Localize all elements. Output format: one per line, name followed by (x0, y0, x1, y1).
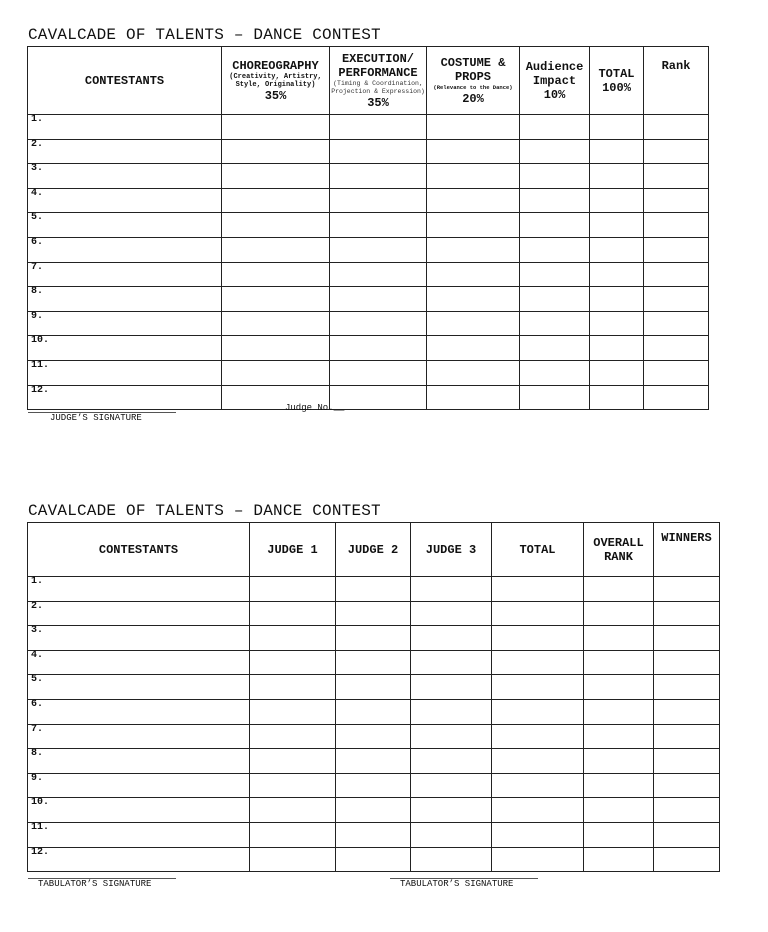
score-cell[interactable] (654, 577, 720, 602)
score-cell[interactable] (590, 115, 644, 140)
table-row (28, 164, 709, 189)
score-cell[interactable] (584, 699, 654, 724)
table-row (28, 724, 720, 749)
contestant-cell[interactable]: 9. (28, 773, 250, 798)
contestant-cell[interactable]: 7. (28, 724, 250, 749)
score-cell[interactable] (222, 262, 330, 287)
score-cell[interactable] (654, 626, 720, 651)
score-cell[interactable] (411, 699, 492, 724)
tabulator-signature-label-left: TABULATOR’S SIGNATURE (38, 879, 152, 889)
score-cell[interactable] (492, 773, 584, 798)
header-judge-1: JUDGE 1 (250, 523, 336, 577)
score-cell[interactable] (427, 287, 520, 312)
header-total: TOTAL (492, 523, 584, 577)
score-cell[interactable] (336, 577, 411, 602)
audience-percent: 10% (543, 87, 566, 102)
contestant-cell[interactable]: 11. (28, 822, 250, 847)
score-cell[interactable] (644, 213, 709, 238)
table-row (28, 822, 720, 847)
score-cell[interactable] (492, 798, 584, 823)
score-cell[interactable] (250, 822, 336, 847)
score-cell[interactable] (644, 336, 709, 361)
score-cell[interactable] (590, 385, 644, 410)
score-cell[interactable] (222, 115, 330, 140)
score-cell[interactable] (330, 139, 427, 164)
score-cell[interactable] (222, 213, 330, 238)
score-cell[interactable] (520, 139, 590, 164)
score-cell[interactable] (590, 213, 644, 238)
table-row (28, 336, 709, 361)
score-cell[interactable] (411, 749, 492, 774)
score-cell[interactable] (590, 360, 644, 385)
table-row (28, 699, 720, 724)
score-cell[interactable] (427, 164, 520, 189)
score-cell[interactable] (584, 650, 654, 675)
score-cell[interactable] (644, 385, 709, 410)
contestant-cell[interactable]: 8. (28, 749, 250, 774)
score-cell[interactable] (336, 749, 411, 774)
score-cell[interactable] (492, 577, 584, 602)
score-cell[interactable] (492, 650, 584, 675)
score-cell[interactable] (590, 164, 644, 189)
score-cell[interactable] (411, 773, 492, 798)
score-cell[interactable] (644, 287, 709, 312)
table-row (28, 360, 709, 385)
score-cell[interactable] (584, 601, 654, 626)
contestant-cell[interactable]: 4. (28, 650, 250, 675)
score-cell[interactable] (654, 822, 720, 847)
score-cell[interactable] (584, 724, 654, 749)
tabulation-table (27, 522, 720, 872)
score-cell[interactable] (654, 699, 720, 724)
score-cell[interactable] (222, 311, 330, 336)
score-cell[interactable] (492, 675, 584, 700)
score-cell[interactable] (590, 139, 644, 164)
score-cell[interactable] (584, 798, 654, 823)
score-cell[interactable] (336, 724, 411, 749)
table-row (28, 626, 720, 651)
costume-label: COSTUME & PROPS (440, 55, 506, 84)
score-cell[interactable] (250, 847, 336, 872)
judge-score-table (27, 46, 709, 410)
score-cell[interactable] (584, 749, 654, 774)
score-cell[interactable] (222, 287, 330, 312)
score-cell[interactable] (584, 675, 654, 700)
header-judge-3: JUDGE 3 (411, 523, 492, 577)
score-cell[interactable] (411, 650, 492, 675)
score-cell[interactable] (330, 311, 427, 336)
score-cell[interactable] (644, 164, 709, 189)
costume-percent: 20% (462, 91, 484, 106)
score-cell[interactable] (336, 798, 411, 823)
score-cell[interactable] (590, 262, 644, 287)
score-cell[interactable] (590, 237, 644, 262)
score-cell[interactable] (520, 336, 590, 361)
execution-criteria: (Timing & Coordination, Projection & Expression) (331, 79, 425, 95)
header-contestants: CONTESTANTS (28, 47, 222, 115)
score-cell[interactable] (644, 237, 709, 262)
score-cell[interactable] (520, 164, 590, 189)
score-cell[interactable] (520, 213, 590, 238)
score-cell[interactable] (250, 626, 336, 651)
contestant-cell[interactable]: 11. (28, 360, 222, 385)
score-cell[interactable] (330, 115, 427, 140)
score-cell[interactable] (520, 262, 590, 287)
table-row (28, 847, 720, 872)
score-cell[interactable] (492, 822, 584, 847)
score-cell[interactable] (250, 650, 336, 675)
score-cell[interactable] (427, 139, 520, 164)
score-cell[interactable] (520, 385, 590, 410)
score-cell[interactable] (654, 675, 720, 700)
contestant-cell[interactable]: 4. (28, 188, 222, 213)
contestant-cell[interactable]: 3. (28, 626, 250, 651)
score-cell[interactable] (520, 188, 590, 213)
table-row (28, 139, 709, 164)
score-cell[interactable] (520, 360, 590, 385)
table-row (28, 798, 720, 823)
contestant-cell[interactable]: 9. (28, 311, 222, 336)
table-row (28, 385, 709, 410)
score-cell[interactable] (222, 360, 330, 385)
score-cell[interactable] (427, 213, 520, 238)
score-cell[interactable] (330, 164, 427, 189)
judge-number-field[interactable]: Judge No.__ (285, 403, 345, 413)
score-cell[interactable] (427, 237, 520, 262)
contestant-cell[interactable]: 12. (28, 385, 222, 410)
execution-percent: 35% (367, 95, 389, 110)
contestant-cell[interactable]: 1. (28, 577, 250, 602)
score-cell[interactable] (336, 601, 411, 626)
header-costume (427, 47, 520, 115)
header-execution (330, 47, 427, 115)
table-row (28, 650, 720, 675)
form2-title: CAVALCADE OF TALENTS – DANCE CONTEST (28, 502, 381, 520)
score-cell[interactable] (644, 139, 709, 164)
score-cell[interactable] (222, 336, 330, 361)
score-cell[interactable] (520, 237, 590, 262)
contestant-cell[interactable]: 2. (28, 601, 250, 626)
score-cell[interactable] (644, 262, 709, 287)
score-cell[interactable] (222, 139, 330, 164)
score-cell[interactable] (330, 237, 427, 262)
score-cell[interactable] (644, 311, 709, 336)
table-row (28, 749, 720, 774)
total-percent: 100% (602, 80, 631, 95)
score-cell[interactable] (222, 188, 330, 213)
score-cell[interactable] (250, 798, 336, 823)
score-cell[interactable] (336, 675, 411, 700)
score-cell[interactable] (411, 577, 492, 602)
score-cell[interactable] (654, 650, 720, 675)
score-cell[interactable] (330, 188, 427, 213)
score-cell[interactable] (336, 699, 411, 724)
table-row (28, 213, 709, 238)
header-total (590, 47, 644, 115)
score-cell[interactable] (330, 360, 427, 385)
score-cell[interactable] (590, 311, 644, 336)
header-contestants: CONTESTANTS (28, 523, 250, 577)
form1-title: CAVALCADE OF TALENTS – DANCE CONTEST (28, 26, 381, 44)
execution-label: EXECUTION/ PERFORMANCE (338, 51, 418, 80)
score-cell[interactable] (336, 650, 411, 675)
total-label: TOTAL (598, 66, 635, 81)
score-cell[interactable] (411, 847, 492, 872)
score-cell[interactable] (411, 626, 492, 651)
score-cell[interactable] (492, 749, 584, 774)
choreography-percent: 35% (264, 88, 287, 103)
score-cell[interactable] (336, 626, 411, 651)
score-cell[interactable] (654, 749, 720, 774)
score-cell[interactable] (520, 115, 590, 140)
score-cell[interactable] (330, 336, 427, 361)
score-cell[interactable] (520, 287, 590, 312)
score-cell[interactable] (427, 262, 520, 287)
score-cell[interactable] (492, 847, 584, 872)
table-row (28, 287, 709, 312)
score-cell[interactable] (492, 626, 584, 651)
score-cell[interactable] (584, 773, 654, 798)
score-cell[interactable] (427, 311, 520, 336)
contestant-cell[interactable]: 3. (28, 164, 222, 189)
score-cell[interactable] (250, 724, 336, 749)
costume-criteria: (Relevance to the Dance) (433, 83, 513, 91)
judge-signature-label: JUDGE’S SIGNATURE (50, 413, 142, 423)
contestant-cell[interactable]: 1. (28, 115, 222, 140)
score-cell[interactable] (222, 237, 330, 262)
score-cell[interactable] (330, 213, 427, 238)
score-cell[interactable] (411, 675, 492, 700)
contestant-cell[interactable]: 8. (28, 287, 222, 312)
score-cell[interactable] (590, 287, 644, 312)
score-cell[interactable] (654, 724, 720, 749)
score-cell[interactable] (427, 385, 520, 410)
score-cell[interactable] (250, 699, 336, 724)
tabulator-signature-label-right: TABULATOR’S SIGNATURE (400, 879, 514, 889)
score-cell[interactable] (644, 360, 709, 385)
score-cell[interactable] (584, 822, 654, 847)
contestant-cell[interactable]: 12. (28, 847, 250, 872)
contestant-cell[interactable]: 6. (28, 699, 250, 724)
choreography-criteria: (Creativity, Artistry, Style, Originality) (229, 72, 322, 89)
score-cell[interactable] (250, 773, 336, 798)
score-cell[interactable] (654, 847, 720, 872)
contestant-cell[interactable]: 10. (28, 798, 250, 823)
score-cell[interactable] (250, 601, 336, 626)
header-winners: WINNERS (654, 523, 720, 577)
score-cell[interactable] (492, 724, 584, 749)
score-cell[interactable] (644, 188, 709, 213)
score-cell[interactable] (336, 773, 411, 798)
score-cell[interactable] (330, 262, 427, 287)
audience-label: Audience Impact (525, 59, 584, 88)
score-cell[interactable] (590, 336, 644, 361)
score-cell[interactable] (584, 847, 654, 872)
score-cell[interactable] (427, 360, 520, 385)
table-row (28, 262, 709, 287)
header-overall-rank: OVERALL RANK (584, 523, 654, 577)
header-judge-2: JUDGE 2 (336, 523, 411, 577)
contestant-cell[interactable]: 5. (28, 213, 222, 238)
contestant-cell[interactable]: 6. (28, 237, 222, 262)
score-cell[interactable] (654, 601, 720, 626)
contestant-cell[interactable]: 10. (28, 336, 222, 361)
score-cell[interactable] (492, 699, 584, 724)
score-cell[interactable] (654, 798, 720, 823)
contestant-cell[interactable]: 2. (28, 139, 222, 164)
contestant-cell[interactable]: 5. (28, 675, 250, 700)
score-cell[interactable] (492, 601, 584, 626)
score-cell[interactable] (411, 724, 492, 749)
header-rank: Rank (644, 47, 709, 115)
score-cell[interactable] (411, 601, 492, 626)
score-cell[interactable] (427, 336, 520, 361)
score-cell[interactable] (427, 188, 520, 213)
table-row (28, 311, 709, 336)
score-cell[interactable] (250, 749, 336, 774)
header-audience (520, 47, 590, 115)
score-cell[interactable] (411, 822, 492, 847)
score-cell[interactable] (222, 164, 330, 189)
score-cell[interactable] (654, 773, 720, 798)
score-cell[interactable] (644, 115, 709, 140)
table-row (28, 237, 709, 262)
score-cell[interactable] (427, 115, 520, 140)
table-row (28, 115, 709, 140)
score-cell[interactable] (336, 822, 411, 847)
score-cell[interactable] (584, 577, 654, 602)
table-row (28, 188, 709, 213)
score-cell[interactable] (336, 847, 411, 872)
score-cell[interactable] (584, 626, 654, 651)
score-cell[interactable] (590, 188, 644, 213)
header-choreography (222, 47, 330, 115)
table-row (28, 601, 720, 626)
table-row (28, 675, 720, 700)
score-cell[interactable] (250, 675, 336, 700)
score-cell[interactable] (330, 287, 427, 312)
score-cell[interactable] (520, 311, 590, 336)
score-cell[interactable] (250, 577, 336, 602)
table-row (28, 773, 720, 798)
score-cell[interactable] (411, 798, 492, 823)
contestant-cell[interactable]: 7. (28, 262, 222, 287)
table-row (28, 577, 720, 602)
choreography-label: CHOREOGRAPHY (232, 58, 319, 73)
